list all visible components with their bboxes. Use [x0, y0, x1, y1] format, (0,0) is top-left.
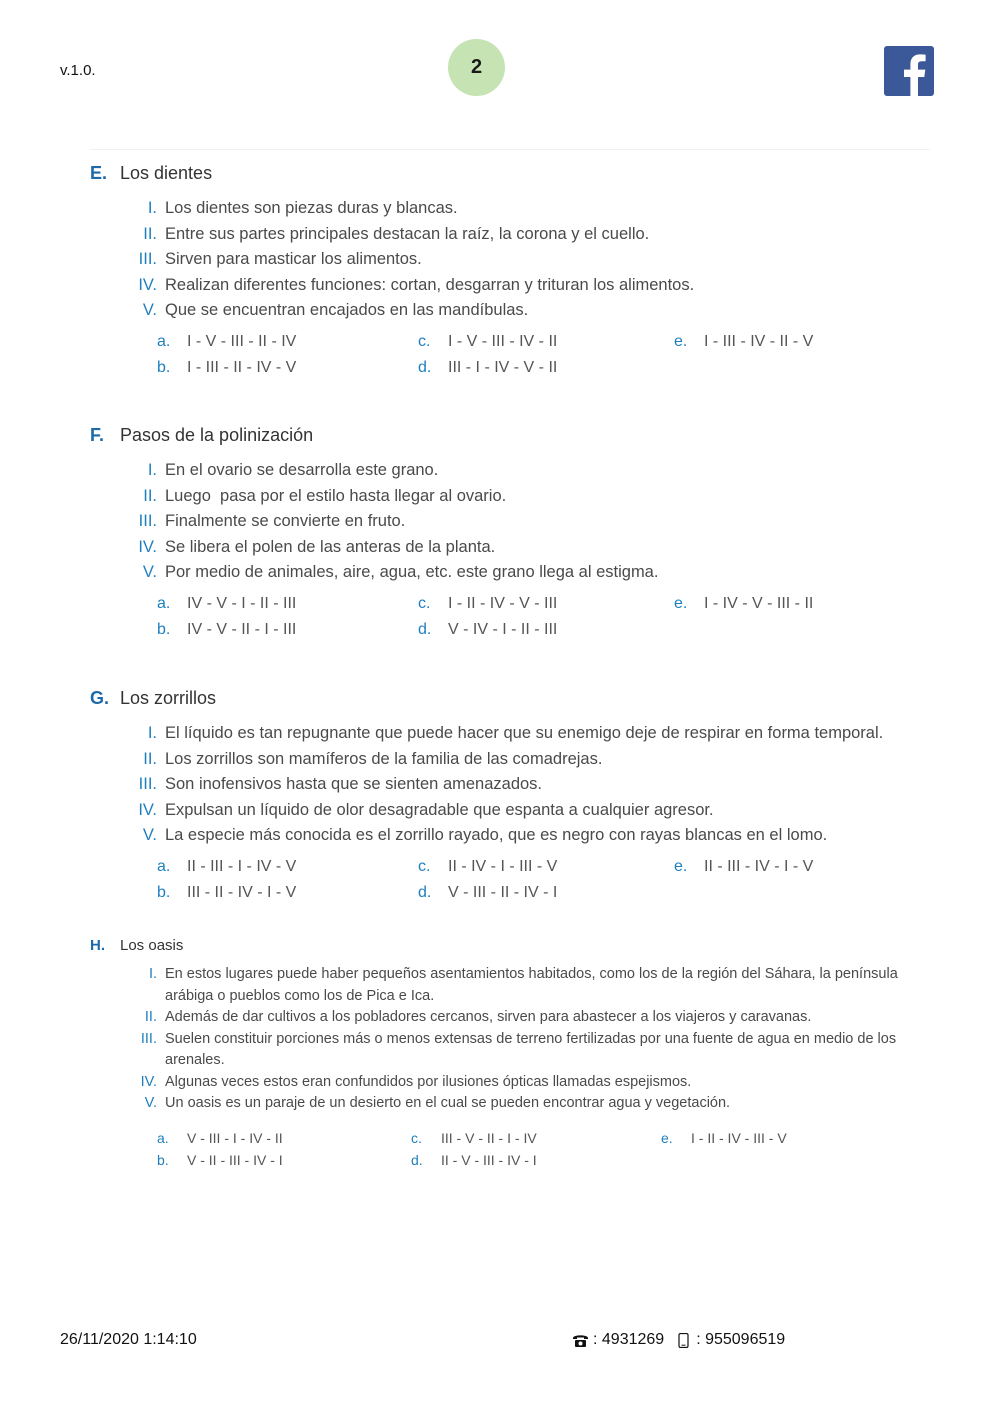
- section-title: [90, 688, 930, 709]
- list-item: [90, 222, 930, 248]
- option-letter: d.: [418, 620, 432, 638]
- option-text: I - II - IV - III - V: [691, 1129, 787, 1146]
- option-text: IV - V - II - I - III: [187, 620, 297, 638]
- facebook-icon[interactable]: [884, 46, 934, 96]
- option-letter: d.: [418, 358, 432, 376]
- option-letter: e.: [674, 594, 688, 612]
- option-d[interactable]: [418, 619, 674, 641]
- page-number-badge: 2: [448, 39, 505, 96]
- option-d[interactable]: [418, 357, 674, 379]
- option-text: V - IV - I - II - III: [448, 620, 558, 638]
- option-text: II - III - I - IV - V: [187, 857, 297, 875]
- roman-numeral: III.: [138, 250, 157, 269]
- statement-text: Los dientes son piezas duras y blancas.: [165, 199, 458, 218]
- statement-text: Luego pasa por el estilo hasta llegar al ovario.: [165, 486, 507, 505]
- option-text: I - IV - V - III - II: [704, 594, 814, 612]
- statement-text: Suelen constituir porciones más o menos extensas de terreno fertilizadas por una fuente de agua en medio de los arenales.: [165, 1030, 897, 1068]
- answer-options: [157, 856, 930, 904]
- footer-date: 26/11/2020 1:14:10: [60, 1331, 197, 1348]
- section-heading: Pasos de la polinización: [120, 425, 314, 445]
- section-heading: Los oasis: [120, 937, 184, 954]
- divider: [90, 149, 930, 150]
- option-letter: a.: [157, 594, 171, 612]
- statement-text: Algunas veces estos eran confundidos por ilusiones ópticas llamadas espejismos.: [165, 1073, 692, 1090]
- list-item: [90, 535, 930, 561]
- list-item: [90, 1072, 930, 1094]
- option-letter: a.: [157, 332, 171, 350]
- statement-text: Realizan diferentes funciones: cortan, desgarran y trituran los alimentos.: [165, 275, 695, 294]
- option-text: V - III - I - IV - II: [187, 1129, 283, 1146]
- roman-numeral: V.: [142, 826, 157, 845]
- answer-options: [157, 331, 930, 379]
- answer-options: [157, 593, 930, 641]
- section-letter: F.: [90, 425, 105, 445]
- statement-text: Entre sus partes principales destacan la raíz, la corona y el cuello.: [165, 224, 650, 243]
- roman-numeral: IV.: [138, 275, 157, 294]
- roman-numeral: IV.: [138, 800, 157, 819]
- statement-list: [90, 458, 930, 586]
- option-text: V - II - III - IV - I: [187, 1151, 283, 1168]
- option-text: III - V - II - I - IV: [441, 1129, 537, 1146]
- option-letter: a.: [157, 857, 171, 875]
- phone-icon: [571, 1331, 589, 1349]
- section-h: [90, 937, 930, 1171]
- option-letter: d.: [418, 883, 432, 901]
- section-e: [90, 163, 930, 379]
- statement-text: En estos lugares puede haber pequeños asentamientos habitados, como los de la región del Sáhara, la península arábiga o pueblos como los de Pica e Ica.: [165, 966, 898, 1004]
- roman-numeral: II.: [143, 224, 157, 243]
- list-item: [90, 560, 930, 586]
- list-item: [90, 196, 930, 222]
- statement-text: Son inofensivos hasta que se sienten amenazados.: [165, 775, 543, 794]
- statement-list: [90, 964, 930, 1115]
- section-letter: G.: [90, 688, 110, 708]
- section-heading: Los zorrillos: [120, 688, 217, 708]
- answer-options: [157, 1127, 930, 1171]
- option-letter: b.: [157, 1151, 169, 1168]
- list-item: [90, 298, 930, 324]
- statement-text: Se libera el polen de las anteras de la planta.: [165, 537, 496, 556]
- option-a[interactable]: [157, 1127, 411, 1149]
- option-c[interactable]: [418, 331, 674, 353]
- statement-list: [90, 196, 930, 324]
- list-item: [90, 458, 930, 484]
- option-text: V - III - II - IV - I: [448, 883, 558, 901]
- option-text: II - III - IV - I - V: [704, 857, 814, 875]
- statement-text: Que se encuentran encajados en las mandíbulas.: [165, 301, 529, 320]
- statement-text: Un oasis es un paraje de un desierto en el cual se pueden encontrar agua y vegetación.: [165, 1095, 731, 1111]
- option-c[interactable]: [418, 593, 674, 615]
- statement-text: Finalmente se convierte en fruto.: [165, 512, 406, 531]
- option-letter: c.: [418, 857, 431, 875]
- roman-numeral: I.: [147, 199, 157, 218]
- option-b[interactable]: [157, 357, 418, 379]
- roman-numeral: IV.: [138, 537, 157, 556]
- option-a[interactable]: [157, 856, 418, 878]
- mobile-number: : 955096519: [696, 1331, 786, 1348]
- list-item: [90, 1093, 930, 1115]
- statement-text: Expulsan un líquido de olor desagradable que espanta a cualquier agresor.: [165, 800, 714, 819]
- option-text: IV - V - I - II - III: [187, 594, 297, 612]
- option-letter: e.: [674, 332, 688, 350]
- list-item: [90, 247, 930, 273]
- option-letter: c.: [418, 594, 431, 612]
- statement-text: La especie más conocida es el zorrillo rayado, que es negro con rayas blancas en el lomo.: [165, 826, 828, 845]
- option-e[interactable]: [674, 593, 874, 615]
- option-text: II - V - III - IV - I: [441, 1151, 537, 1168]
- option-e[interactable]: [661, 1127, 861, 1149]
- option-letter: e.: [661, 1129, 673, 1146]
- roman-numeral: I.: [148, 966, 157, 982]
- roman-numeral: II.: [144, 1009, 157, 1025]
- option-a[interactable]: [157, 331, 418, 353]
- option-letter: b.: [157, 620, 171, 638]
- list-item: [90, 823, 930, 849]
- list-item: [90, 1029, 930, 1072]
- option-text: I - III - IV - II - V: [704, 332, 814, 350]
- option-text: I - V - III - IV - II: [448, 332, 558, 350]
- section-f: [90, 425, 930, 641]
- statement-text: Además de dar cultivos a los pobladores cercanos, sirven para abastecer a los viajeros y caravanas.: [165, 1009, 812, 1025]
- option-c[interactable]: [418, 856, 674, 878]
- list-item: [90, 484, 930, 510]
- option-letter: c.: [418, 332, 431, 350]
- section-g: [90, 688, 930, 904]
- option-b[interactable]: [157, 1149, 411, 1171]
- option-letter: e.: [674, 857, 688, 875]
- list-item: [90, 1007, 930, 1029]
- list-item: [90, 964, 930, 1007]
- roman-numeral: IV.: [140, 1073, 157, 1090]
- section-title: [90, 937, 930, 954]
- option-e[interactable]: [674, 331, 874, 353]
- option-text: III - II - IV - I - V: [187, 883, 297, 901]
- option-c[interactable]: [411, 1127, 661, 1149]
- statement-text: Los zorrillos son mamíferos de la familia de las comadrejas.: [165, 749, 603, 768]
- option-b[interactable]: [157, 619, 418, 641]
- option-d[interactable]: [411, 1149, 661, 1171]
- roman-numeral: II.: [143, 749, 157, 768]
- option-text: I - V - III - II - IV: [187, 332, 297, 350]
- option-letter: b.: [157, 883, 171, 901]
- option-d[interactable]: [418, 882, 674, 904]
- option-text: I - III - II - IV - V: [187, 358, 297, 376]
- roman-numeral: V.: [144, 1095, 157, 1111]
- roman-numeral: I.: [147, 461, 157, 480]
- roman-numeral: II.: [143, 486, 157, 505]
- option-letter: c.: [411, 1129, 422, 1146]
- version-label: v.1.0.: [60, 62, 96, 79]
- roman-numeral: V.: [142, 563, 157, 582]
- statement-text: Sirven para masticar los alimentos.: [165, 250, 422, 269]
- section-letter: E.: [90, 163, 108, 183]
- list-item: [90, 747, 930, 773]
- roman-numeral: I.: [147, 724, 157, 743]
- option-text: III - I - IV - V - II: [448, 358, 558, 376]
- section-title: [90, 163, 930, 184]
- list-item: [90, 721, 930, 747]
- option-letter: b.: [157, 358, 171, 376]
- roman-numeral: III.: [138, 775, 157, 794]
- roman-numeral: V.: [142, 301, 157, 320]
- list-item: [90, 798, 930, 824]
- list-item: [90, 772, 930, 798]
- section-heading: Los dientes: [120, 163, 213, 183]
- option-e[interactable]: [674, 856, 874, 878]
- statement-list: [90, 721, 930, 849]
- statement-text: El líquido es tan repugnante que puede hacer que su enemigo deje de respirar en forma temporal.: [165, 724, 884, 743]
- statement-text: Por medio de animales, aire, agua, etc. este grano llega al estigma.: [165, 563, 659, 582]
- option-a[interactable]: [157, 593, 418, 615]
- mobile-phone-icon: [674, 1331, 692, 1349]
- option-letter: d.: [411, 1151, 423, 1168]
- roman-numeral: III.: [138, 512, 157, 531]
- footer-contact: [571, 1331, 785, 1349]
- phone-number: : 4931269: [593, 1331, 665, 1348]
- section-title: [90, 425, 930, 446]
- option-b[interactable]: [157, 882, 418, 904]
- section-letter: H.: [90, 937, 105, 954]
- option-text: I - II - IV - V - III: [448, 594, 558, 612]
- statement-text: En el ovario se desarrolla este grano.: [165, 461, 439, 480]
- list-item: [90, 509, 930, 535]
- roman-numeral: III.: [140, 1030, 157, 1047]
- list-item: [90, 273, 930, 299]
- option-letter: a.: [157, 1129, 169, 1146]
- option-text: II - IV - I - III - V: [448, 857, 558, 875]
